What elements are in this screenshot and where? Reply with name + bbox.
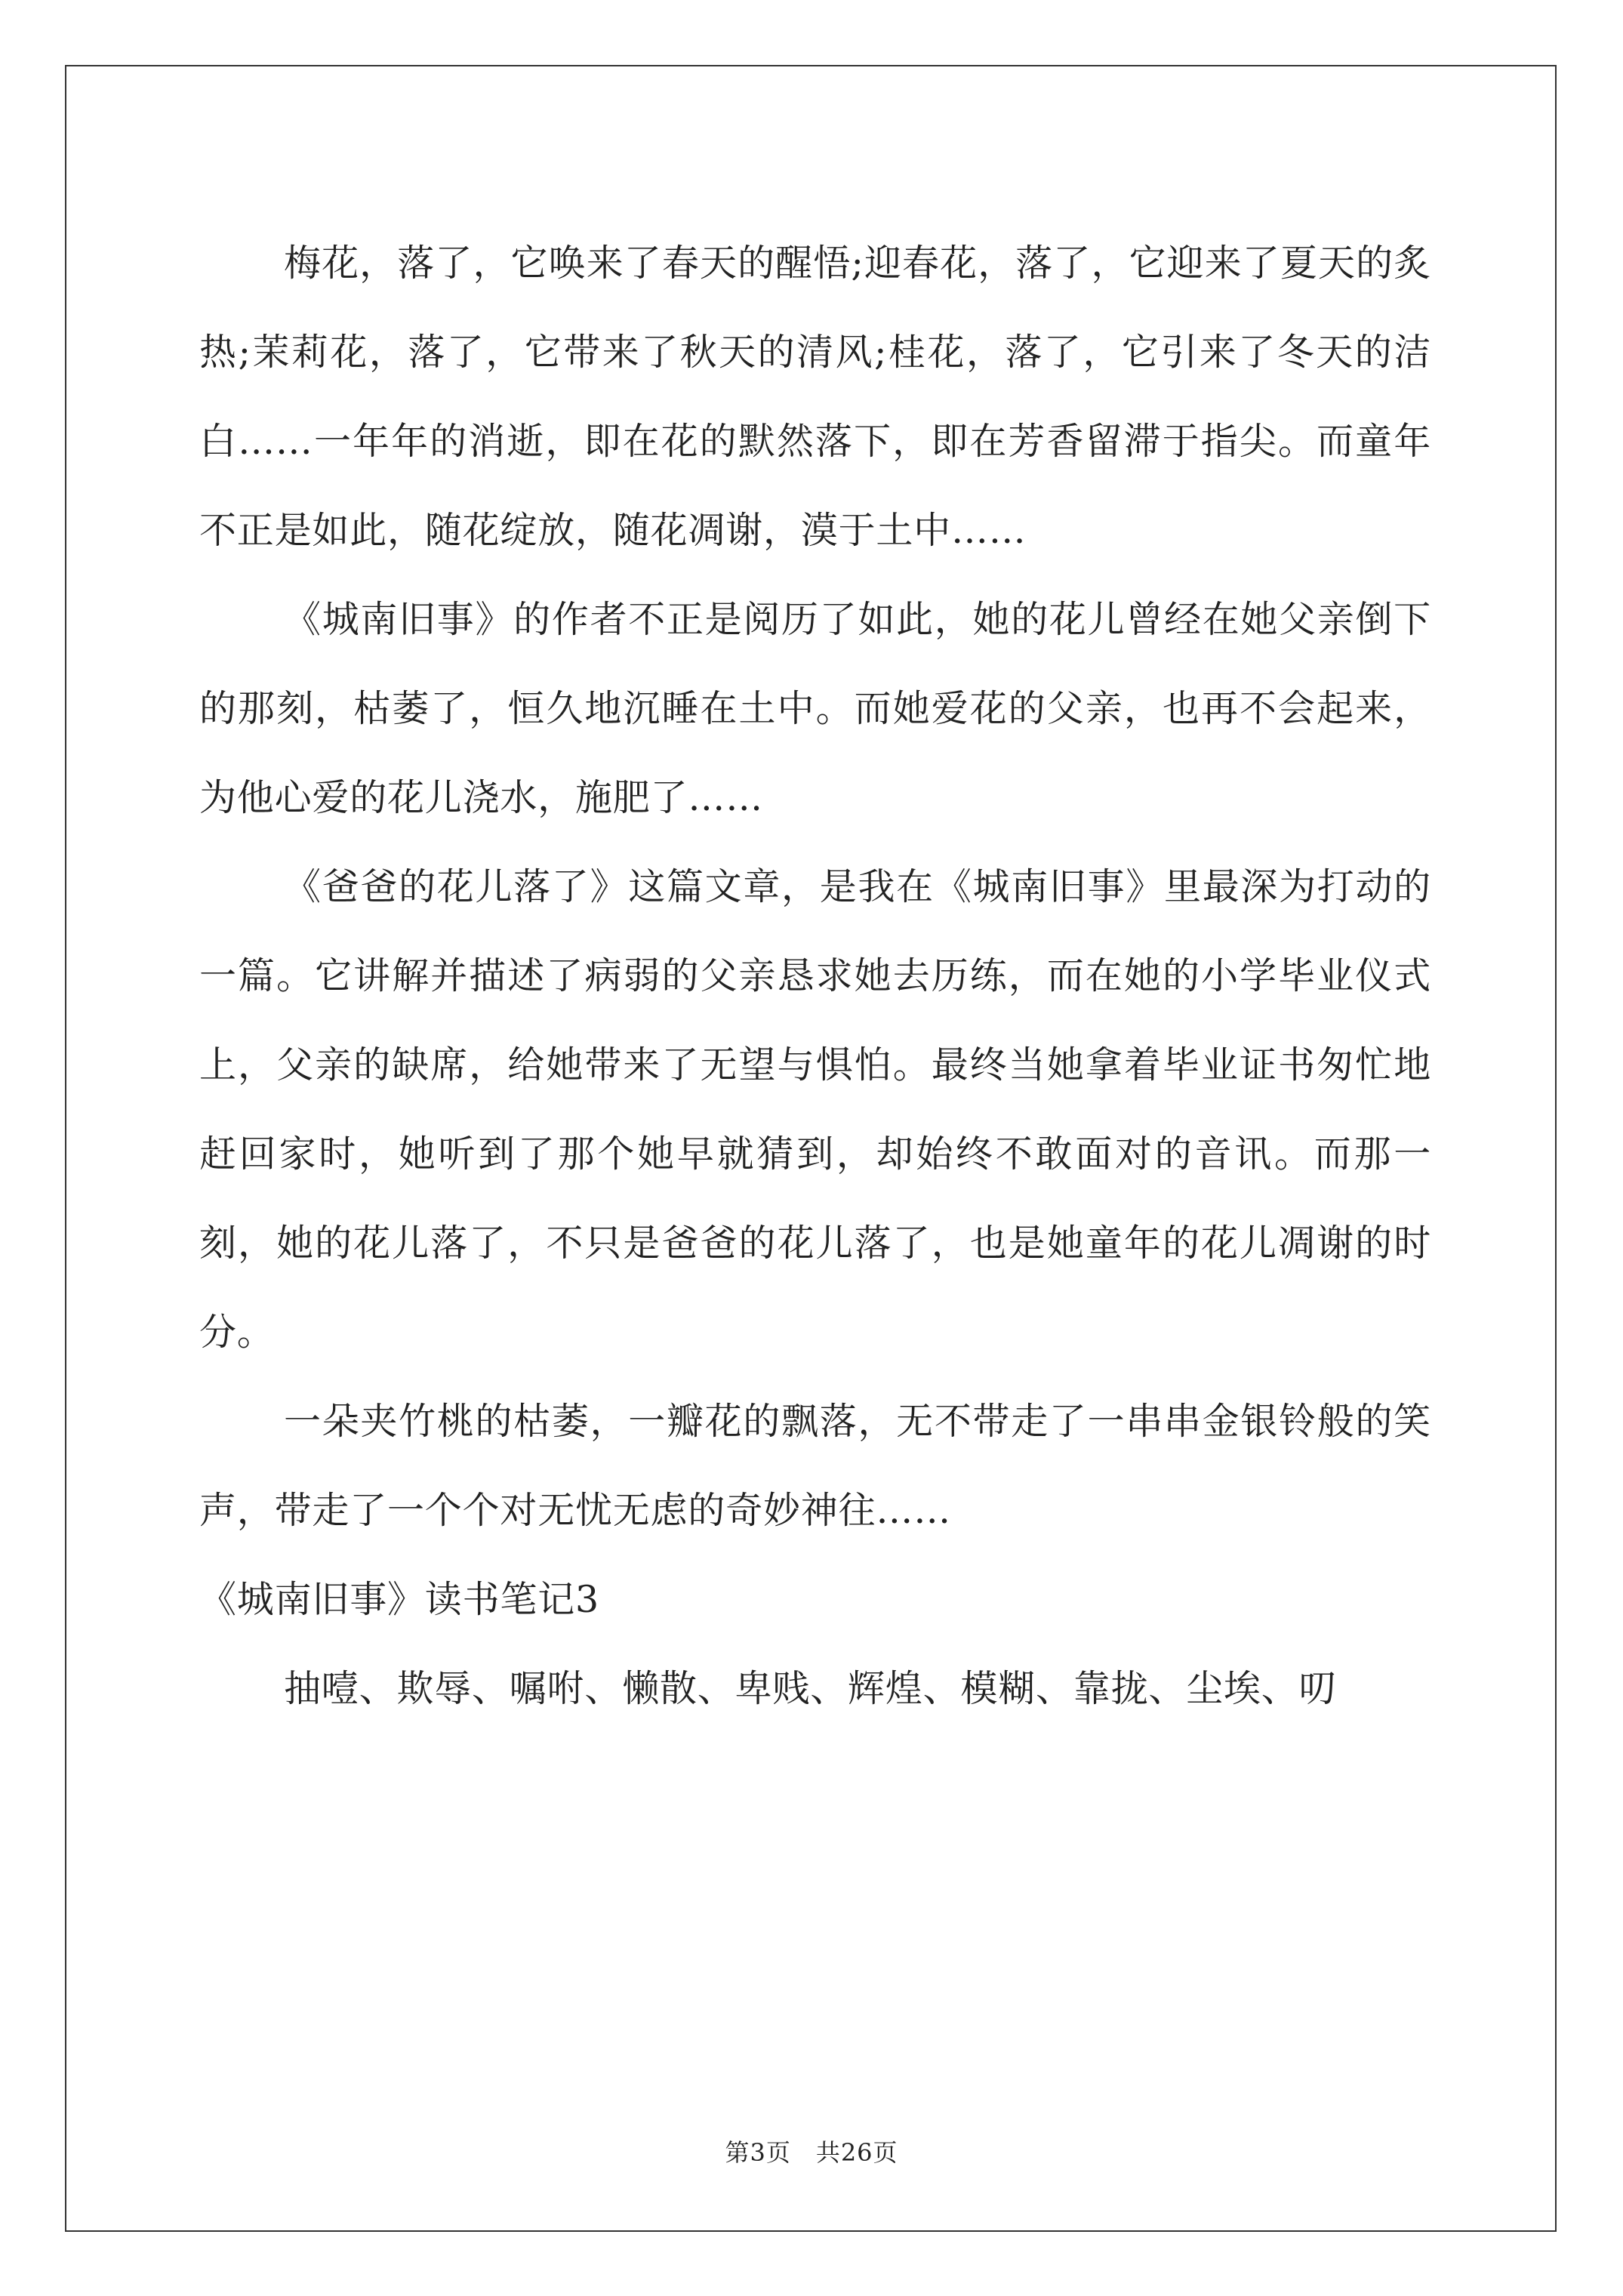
- paragraph-fathers-flowers: 《爸爸的花儿落了》这篇文章，是我在《城南旧事》里最深为打动的一篇。它讲解并描述了病弱的父亲恳求她去历练，而在她的小学毕业仪式上，父亲的缺席，给她带来了无望与惧怕。最终当她拿着毕业证书匆忙地赶回家时，她听到了那个她早就猜到，却始终不敢面对的音讯。而那一刻，她的花儿落了，不只是爸爸的花儿落了，也是她童年的花儿凋谢的时分。: [199, 865, 1431, 1354]
- paragraph-vocabulary: 抽噎、欺辱、嘱咐、懒散、卑贱、辉煌、模糊、靠拢、尘埃、叨: [284, 1667, 1337, 1710]
- document-body: [199, 219, 1431, 1734]
- section-heading: 《城南旧事》读书笔记3: [199, 1578, 599, 1621]
- paragraph-author-experience: 《城南旧事》的作者不正是阅历了如此，她的花儿曾经在她父亲倒下的那刻，枯萎了，恒久地沉睡在土中。而她爱花的父亲，也再不会起来，为他心爱的花儿浇水，施肥了……: [199, 598, 1431, 819]
- paragraph-peach-withering: 一朵夹竹桃的枯萎，一瓣花的飘落，无不带走了一串串金银铃般的笑声，带走了一个个对无忧无虑的奇妙神往……: [199, 1400, 1431, 1532]
- paragraph-plum-blossom: 梅花，落了，它唤来了春天的醒悟;迎春花，落了，它迎来了夏天的炙热;茉莉花，落了，它带来了秋天的清风;桂花，落了，它引来了冬天的洁白……一年年的消逝，即在花的默然落下，即在芳香留滞于指尖。而童年不正是如此，随花绽放，随花凋谢，漠于土中……: [199, 242, 1431, 552]
- page-number-footer: 第3页 共26页: [725, 2138, 898, 2167]
